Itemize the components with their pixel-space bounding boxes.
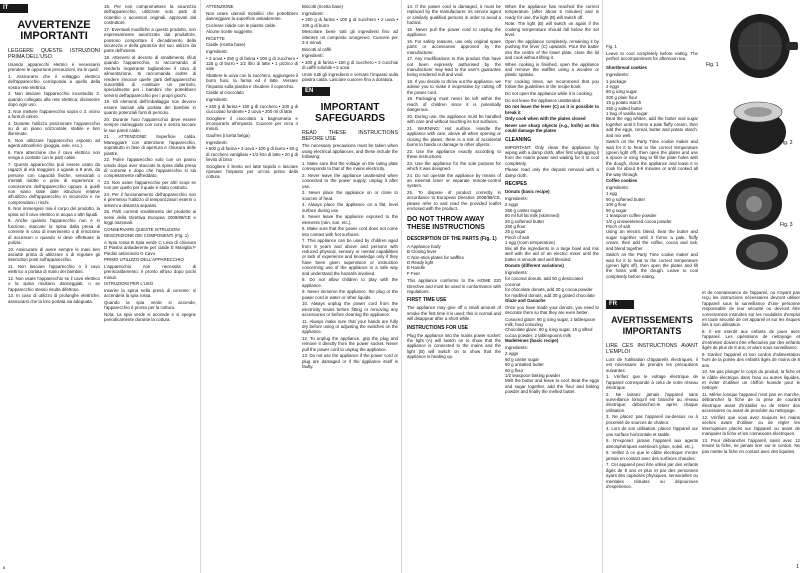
it-col3-list xyxy=(206,4,298,180)
list-item: 12. Vérifiez que vous avez toujours les mains sèches avant d'utiliser ou de régler les interrupteurs placés sur l'appareil ou avant de manipuler la fiche et les connexions électriques. xyxy=(702,414,800,437)
list-item: 24. Per il funzionamento dell'apparecchio non è permesso l'utilizzo di temporizzatori esterni o sistemi a distanza separati. xyxy=(104,191,196,208)
list-item: 6. Veillez à ce que le câble électrique n'entre jamais en contact avec des surfaces chaudes. xyxy=(606,450,698,461)
list-item: 23. Use the appliance for the sole purpose for which it was designed. xyxy=(407,160,501,172)
fig-1-label: Fig. 1 xyxy=(706,62,719,68)
list-item: Chocolate glaze: 90 g icing sugar, 15 g sifted cocoa powder, 2 tablespoons milk xyxy=(505,327,593,338)
description-title: DESCRIPTION OF THE PARTS (Fig. 1) xyxy=(407,235,497,242)
intro-fr: Lors de l'utilisation d'appareils électriques, il est nécessaire de prendre les précautions suivantes: xyxy=(606,356,698,373)
recipe-2-ingredients: Ingredients: xyxy=(505,269,528,275)
lead-it: LEGGERE QUESTE ISTRUZIONI PRIMA DELL'USO. xyxy=(8,48,100,61)
list-item: for chocolate donuts, add 30 g cocoa powder xyxy=(505,287,593,293)
page-english xyxy=(401,0,601,573)
list-item: 6. Fare attenzione che il cavo elettrico non venga a contatto con le parti calde. xyxy=(8,150,100,161)
list-item: 16. For safety reasons, use only original spare parts or accessories approved by the manufacturer. xyxy=(407,38,501,55)
list-item: Unire tutti gli ingredienti e versare l'impasto sulla piastra calda. Lasciare cuocere fino a doratura. xyxy=(302,71,398,83)
recipe-4-title: Madeleines (basic recipe) xyxy=(505,338,559,344)
list-item: Biscotti al caffè xyxy=(302,46,332,52)
list-item: 250 g salted butter xyxy=(606,105,643,111)
list-item: Sciogliere il cioccolato a bagnomaria e incorporarlo all'impasto. Cuocere per circa 4 minuti. xyxy=(206,115,298,132)
list-item: 22. Use the appliance exactly according to these instructions. xyxy=(407,148,501,160)
conformity-text: This appliance conforms to the HOME 220 Directive and must be used in conformance with regulations. xyxy=(407,278,501,294)
list-item: 17. Any modifications to this product that have not been expressly authorised by the manufacturer may lead to the user's guarantee being rendered null and void. xyxy=(407,56,501,78)
list-item: 60 g caster sugar xyxy=(505,356,539,362)
list-item: 6. Make sure that the power cord does not come into contact with hot surfaces. xyxy=(302,226,398,237)
list-item: 1. Make sure that the voltage on the rating plate corresponds to that of the mains electricity. xyxy=(302,160,398,172)
list-item: Inserire la spina nella presa di corrente: si accenderà la spia rossa. xyxy=(104,287,196,299)
list-item: 12. To unplug the appliance, grip the plug and remove it directly from the power socket. Never pull the power cord to unplug the appliance. xyxy=(302,336,398,352)
coffee-text-2: Switch on the Party Time cookie maker and wait for it to heat to the correct temperature (green light off), then open the plates and fill the holes with the dough. Leave to cool completely before eating. xyxy=(606,252,698,279)
list-item: Do not leave the appliance unattended. xyxy=(505,97,582,103)
list-item: Usando apparecchi elettrici è necessario prendere le opportune precauzioni, tra le quali: xyxy=(8,61,100,73)
column-fr-1 xyxy=(606,4,698,280)
list-item: 12. Non usare l'apparecchio se il cavo elettrico o la spina risultano danneggiati, o se l'apparecchio stesso risulta difettoso. xyxy=(8,276,100,292)
recipes-title: RECIPES xyxy=(505,181,527,188)
list-item: for marbled donuts, add 30 g grated chocolate xyxy=(505,292,595,298)
list-item: 7. Questo apparecchio può essere usato da ragazzi di età maggiore o uguale a 8 anni, da persone con capacità fisiche, sensoriali o mentali ridotte o prive di esperienza o conoscenza dell'apparecchio oppure a quelli non siano state date istruzioni relative all'utilizzo dell'apparecchio in sicurezza e ne comprendano i rischi. xyxy=(8,162,100,205)
it-col1-list xyxy=(8,62,100,305)
list-item: et de connaissance de l'appareil, ou n'ayant pas reçu les instructions nécessaires devront utiliser l'appareil sous la surveillance d'une personne responsable de leur sécurité ou devront être correctement instruites sur les modalités d'emploi en toute sécurité de cet appareil et sur les risques liés à son utilisation. xyxy=(702,290,800,328)
page-title-it: AVVERTENZE IMPORTANTI xyxy=(17,19,91,42)
list-item: Pinch of salt xyxy=(505,234,529,240)
first-use-text: The appliance may give off a small amount of smoke the first time it is used; this is normal and will disappear after a short while. xyxy=(407,305,501,322)
list-item: Ingredienti: xyxy=(206,48,228,54)
list-item: ATTENZIONE xyxy=(206,4,234,9)
list-item: for coconut donuts, add 50 g desiccated coconut xyxy=(505,276,583,287)
list-item: 18. Attenersi al decreto di smaltimento rifiuti quando l'apparecchio, si raccomanda di renderlo inoperante tagliandone il cavo di alimentazione. Si raccomanda inoltre di rendere innocue quelle parti dell'apparecchio suscettibili di costituire un pericolo, specialmente per i bambini che potrebbero servirsi dell'apparecchio per i propri giochi. xyxy=(104,55,196,98)
figures-column xyxy=(702,4,800,294)
list-item: 8. Do not allow children to play with the appliance. xyxy=(302,277,398,288)
list-item: 90 g softened butter xyxy=(606,196,646,202)
list-item: 3. Ne placez pas l'appareil au-dessus ou à proximité de sources de chaleur. xyxy=(606,414,698,425)
list-item: Quando la spia verde si accende, l'apparecchio è pronto per la cottura. xyxy=(104,299,196,311)
list-item: PRIMO UTILIZZO DELL'APPARECCHIO xyxy=(104,257,184,263)
list-item: Gaufres (ricetta belga) xyxy=(206,132,250,138)
list-item: 8. Il est interdit aux enfants de jouer avec l'appareil. Les opérations de nettoyage et d'entretien doivent être effectuées par des enfants âgés de plus de 8 ans, et alors sous surveillance. xyxy=(702,329,800,351)
list-item: 11. Always make sure that your hands are fully dry before using or adjusting the switches on the appliance. xyxy=(302,318,398,335)
list-item: 80 ml full fat milk (skimmed) xyxy=(505,213,560,219)
page-italian-english xyxy=(200,0,400,573)
list-item: • 500 g di farina • 3 uova • 100 g di burro • 50 g di zucchero vanigliato • 1/2 litro di latte • 20 g di lievito di birra xyxy=(206,146,298,162)
fig-2-label: Fig. 2 xyxy=(780,140,793,146)
it-col2-list xyxy=(104,4,196,323)
en-items-list xyxy=(302,161,398,370)
list-item: 19. Gli elementi dell'imballaggio non devono essere lasciati alla portata dei bambini in quanto potenziali fonti di pericolo. xyxy=(104,99,196,116)
cleaning-text-2: Please read only the deposit removal with a damp cloth. xyxy=(505,167,599,178)
list-item: Sbattere le uova con lo zucchero, aggiungere il burro fuso, la farina ed il latte. Versare l'impasto sulla piastra e chiudere il coperchio. xyxy=(206,72,298,89)
column-it-2 xyxy=(104,4,196,324)
list-item: 21. ATTENZIONE: Superficie calda. Maneggiare con attenzione l'apparecchio, soprattutto in fase di apertura e chiusura delle piastre. xyxy=(104,134,196,156)
list-item: Ingredienti: xyxy=(302,10,324,16)
list-item: Nota: La spia verde si accende e si spegne periodicamente durante la cottura. xyxy=(104,311,196,323)
list-item: 16. Per non compromettere la sicurezza dell'apparecchio, utilizzare solo parti di ricambio o accessori originali, approvati dal costruttore. xyxy=(104,4,196,26)
list-item: Do not open the appliance while it is cooking. xyxy=(505,91,593,97)
list-item: 11. Non lasciare l'apparecchio o il cavo elettrico a portata di mano dei bambini. xyxy=(8,264,100,275)
list-item: L'apparecchio non necessita di preriscaldamento: è pronto all'uso dopo pochi minuti. xyxy=(104,263,196,280)
list-item: Mescolare bene tutti gli ingredienti fino ad ottenere un composto omogeneo. Cuocere per 3-4 minuti. xyxy=(302,29,398,45)
figure-1-waffle-maker xyxy=(730,14,798,78)
list-item: 24. Do not operate the appliance by means of an external timer or separate remote-control system. xyxy=(407,172,501,189)
lead-fr: LIRE CES INSTRUCTIONS AVANT L'EMPLOI xyxy=(606,343,698,356)
shortbread-title: Shortbread cookies xyxy=(606,65,647,71)
fr-items-list xyxy=(606,374,698,489)
list-item: B Closing lever xyxy=(407,249,437,255)
en-col5-list xyxy=(505,4,599,103)
list-item: 90 g sugar xyxy=(606,207,627,213)
coffee-list xyxy=(606,191,698,229)
list-item: 25. Parti correnti smaltimento del prodotto ai sensi della Direttiva Europea 2008/98/CE e leggi nazionali. xyxy=(104,209,196,226)
list-item: 10. Assicurarsi di avere sempre le mani ben asciutte prima di utilizzare o di regolare gli interruttori posti sull'apparecchio. xyxy=(8,246,100,263)
list-item: C Non-stick plates for waffles xyxy=(407,254,464,260)
recipe-4-text: Melt the butter and leave to cool. Beat the eggs and sugar together, add the flour and baking powder and finally the melted butter. xyxy=(505,378,599,395)
list-item: 13. Do not use the appliance if the power cord or plug are damaged or if the appliance itself is faulty. xyxy=(302,353,398,370)
column-it-4 xyxy=(302,4,398,371)
list-item: Non usare utensili metallici che potrebbero danneggiare la superficie antiaderente. xyxy=(206,10,298,21)
list-item: 2. Non lasciare l'apparecchio incustodito 2. quando collegato alla rete elettrica; disinserire dopo ogni uso. xyxy=(8,91,100,107)
cool-text: Leave to cool completely before eating. The perfect accompaniment for afternoon tea. xyxy=(606,50,698,61)
list-item: 25. To dispose of product correctly in accordance to European Directive 2008/98/CE, please refer to and read the provided leaflet enclosed with the product. xyxy=(407,190,501,212)
list-item: 4. Always place the appliance on a flat, level surface during use. xyxy=(302,202,398,213)
list-item: 9. Gardez l'appareil et son cordon d'alimentation hors de la portée des enfants âgés de moins de 8 ans. xyxy=(702,351,800,368)
list-item: 13. In caso di utilizzo di prolunghe elettriche, assicurarsi che la loro portata sia adeguata. xyxy=(8,293,100,304)
list-item: Cialde (ricetta base) xyxy=(206,42,246,48)
list-item: 1/2 g unsweetened cocoa powder xyxy=(606,218,672,224)
list-item: 250 g caster sugar xyxy=(505,207,542,213)
figure-3-waffle-maker-plates xyxy=(726,178,788,270)
intro-en: The necessary precautions must be taken when using electrical appliances, and these include the following: xyxy=(302,143,398,160)
page-number-left: 8 xyxy=(3,565,6,570)
list-item: 1 teaspoon coffee powder xyxy=(606,213,657,219)
column-fr-2 xyxy=(702,290,800,455)
list-item: 14. If the power cord is damaged, it must be replaced by the manufacturer, its service agent or similarly qualified persons in order to avoid a hazard. xyxy=(407,4,501,26)
note-lever: Do not leave the lever (C) as it is possible to break it xyxy=(505,104,599,115)
list-item: DESCRIZIONE DEI COMPONENTI (Fig. 1) xyxy=(104,233,189,239)
list-item: Coloured glaze: 90 g icing sugar, 1 tablespoon milk, food colouring xyxy=(505,316,596,327)
list-item: 1 egg (room temperature) xyxy=(505,240,556,246)
list-item: When cooking is finished, open the appliance and remove the waffles using a wooden or plastic spatula. xyxy=(505,61,599,78)
list-item: CONSERVARE QUESTE ISTRUZIONI xyxy=(104,226,180,232)
list-item: 7. This appliance can be used by children aged from 8 years and above and persons with reduced physical, sensory or mental capabilities or lack of experience and knowledge only if they have been given supervision or instruction concerning use of the appliance in a safe way and understand the hazards involved. xyxy=(302,238,398,276)
list-item: 3. Non mettere l'apparecchio sopra o 3. vicino a fonti di calore. xyxy=(8,108,100,119)
it-col4-list xyxy=(302,4,398,83)
list-item: 2. Never leave the appliance unattended when connected to the power supply; unplug it after use. xyxy=(302,172,398,189)
figure-2-waffle-maker-open xyxy=(730,102,786,154)
list-item: When the appliance has reached the correct temperature (after about 5 minutes) and is ready for use, the light (B) will switch off. xyxy=(505,4,599,20)
list-item: 18. If you decide to throw out the appliance, we advise you to make it inoperative by cutting off the power cord. xyxy=(407,79,501,95)
list-item: 17. Eventuali modifiche a questo prodotto, non espressamente autorizzate dal produttore, possono comportare il decadimento della sicurezza e della garanzia del suo utilizzo da parte dell'utente. xyxy=(104,26,196,54)
list-item: 20 g softened butter xyxy=(505,218,545,224)
column-it-3 xyxy=(206,4,298,181)
fig-caption-1: Fig. 1 xyxy=(606,44,617,49)
page-number-right: 1 xyxy=(796,564,799,570)
list-item: 13. Pour débrancher l'appareil, saisir avec 12 tenant la fiche, ne jamais tirer sur le cordon. Ne pas mettre la fiche en contact avec des liquides. xyxy=(702,437,800,454)
recipe-1-text: Mix all the ingredients in a large bowl and mix well with the aid of an electric mixer until the batter is smooth and well blended. xyxy=(505,245,599,262)
list-item: 1 bag of vanilla sugar xyxy=(606,111,648,117)
list-item: 250 g flour xyxy=(505,224,526,230)
list-item: 10. Ne pas plonger le corps du produit, la fiche et le câble électrique dans l'eau ou autres liquides, et éviter d'utiliser un chiffon humide pour le nettoyer. xyxy=(702,369,800,391)
list-item: • 250 g di farina • 150 g di zucchero • 100 g di cioccolato fondente • 2 uova • 200 ml di latte xyxy=(206,103,298,114)
recipe-3-list xyxy=(505,317,599,339)
cleaning-title: CLEANING xyxy=(505,136,532,143)
list-item: 22. Pulire l'apparecchio solo con un panno umido dopo aver staccato la spina dalla presa di corrente e dopo che l'apparecchio si sia completamente raffreddato. xyxy=(104,157,196,179)
list-item: 5. N'exposez jamais l'appareil aux agents atmosphériques extérieurs (pluie, soleil, etc.). xyxy=(606,438,698,449)
list-item: A Spia rossa B Spia verde C Leva di chiusura D Piastra antiaderente per cialde E Maniglia F Piedini antiscivolo G Cavo xyxy=(104,239,196,256)
list-item: 2 eggs xyxy=(505,351,519,357)
language-tab-it: IT xyxy=(0,4,28,13)
list-item: • 200 g di farina • 100 g di zucchero • 2 uova • 100 g di burro xyxy=(302,17,398,28)
list-item: 60 g unsalted butter xyxy=(505,362,544,368)
coffee-ingredients: Ingredients: xyxy=(606,184,629,190)
list-item: 1. Assicurarsi che il voltaggio elettrico dell'apparecchio corrisponda a quello della vostra rete elettrica. xyxy=(8,73,100,90)
list-item: 9. Never immerse the appliance, the plug or the power cord in water or other liquids. xyxy=(302,289,398,300)
cleaning-text: IMPORTANT: Only clean the appliance by wiping with a damp cloth, after first unplugging it from the mains power and waiting for it to cool completely. xyxy=(505,144,599,166)
list-item: Sciogliere il lievito nel latte tiepido e lasciare riposare l'impasto per un'ora prima della cottura. xyxy=(206,163,298,180)
list-item: 11. Même lorsque l'appareil n'est pas en marche, débrancher la fiche de la prise de courant électrique avant d'installer ou de retirer des accessoires ou avant de procéder au nettoyage. xyxy=(702,392,800,414)
list-item: Ingredienti: xyxy=(302,53,324,59)
list-item: For cooking times, we recommend that you follow the guidelines in the recipe book. xyxy=(505,79,599,90)
list-item: 5. Never leave the appliance exposed to the elements (rain, sun, etc.). xyxy=(302,214,398,225)
shortbread-list xyxy=(606,79,698,117)
list-item: 1/2 teaspoon baking powder xyxy=(505,372,561,378)
list-item: Cucinare cialde con le piastre calde. xyxy=(206,22,277,28)
recipe-1-title: Donuts (basic recipe) xyxy=(505,189,550,195)
recipe-3-text: Once you have made your donuts, you need to decorate them so that they are even better. xyxy=(505,304,599,315)
list-item: 1 package xyxy=(606,78,627,84)
language-tab-en: EN xyxy=(302,87,330,96)
note-closed-plates: Only cook when with the plates closed xyxy=(505,116,586,122)
list-item: F Feet xyxy=(407,270,420,276)
column-fr-3 xyxy=(606,300,698,491)
shortbread-text: Beat the egg whites, add the butter and sugar together until it forms a pale fluffy cream, then add the eggs, cereal, butter and potato starch, and mix well. xyxy=(606,116,698,138)
list-item: D Ready light xyxy=(407,259,434,265)
list-item: 4. Durante l'utilizzo posizionare l'apparecchio su di un piano orizzontale, stabile e ben illuminato. xyxy=(8,120,100,137)
list-item: 5. Non utilizzare l'apparecchio esposto ad agenti atmosferici (pioggia, sole, ecc.). xyxy=(8,138,100,149)
do-not-throw-heading: DO NOT THROW AWAY THESE INSTRUCTIONS xyxy=(407,215,485,231)
list-item: 1. Vérifiez que le voltage électrique de l'appareil corresponde à celui de votre réseau électrique. xyxy=(606,374,698,390)
recipe-2-list xyxy=(505,276,599,298)
list-item: Cialde al cioccolato xyxy=(206,90,244,96)
list-item: 100 g flour xyxy=(606,202,627,208)
list-item: 2 eggs xyxy=(606,84,620,89)
list-item: 200 g plain flour xyxy=(606,94,638,100)
shortbread-ingredients: Ingredients: xyxy=(606,72,629,77)
list-item: 10. Always unplug the power cord from the electricity mains before fitting or removing any accessories or before cleaning the appliance. xyxy=(302,301,398,318)
list-item: 20. Durante l'uso l'apparecchio deve essere sempre maneggiato con cura e senza toccare le sue pareti calde. xyxy=(104,116,196,133)
column-en-1 xyxy=(407,4,501,361)
lead-en: READ THESE INSTRUCTIONS BEFORE USE xyxy=(302,129,398,142)
instructions-title: INSTRUCTIONS FOR USE xyxy=(407,324,469,331)
list-item: 4. Lors de son utilisation, placez l'appareil sur une surface horizontale et stable. xyxy=(606,426,698,437)
page-title-en: IMPORTANT SAFEGUARDS xyxy=(314,101,385,124)
language-tab-fr: FR xyxy=(606,300,634,309)
list-item: • 300 g di farina • 150 g di zucchero • 2 cucchiai di caffè solubile • 3 uova xyxy=(302,59,398,71)
recipe-1-list xyxy=(505,202,599,245)
page-title-fr: AVERTISSEMENTS IMPORTANTS xyxy=(611,315,693,336)
list-item: 2 eggs xyxy=(505,202,519,208)
list-item: 25 g sugar xyxy=(505,229,526,235)
list-item: 20. During use, the appliance must be handled with care and without touching its hot surfaces. xyxy=(407,113,501,125)
list-item: Biscotti (ricetta base) xyxy=(302,4,343,9)
list-item: 80 g icing sugar xyxy=(606,89,637,95)
list-item: 23. Non usare l'apparecchio per altri scopi se non per quello per il quale è stato costruito. xyxy=(104,179,196,191)
list-item: ISTRUZIONI PER L'USO xyxy=(104,281,154,287)
fr-col8-list xyxy=(702,290,800,454)
list-item: 8. Non immergere mai il corpo del prodotto, la spina ed il cavo elettrico in acqua o altri liquidi. xyxy=(8,206,100,217)
list-item: 2. Ne laissez jamais l'appareil sans surveillance lorsqu'il est branché au réseau électrique; débranchez-le après chaque utilisation. xyxy=(606,391,698,413)
list-item: 19. Packaging must never be left within the reach of children since it is potentially dangerous. xyxy=(407,96,501,113)
waffle-maker-illustrations xyxy=(702,4,800,294)
list-item: A Appliance body xyxy=(407,243,441,249)
column-en-2 xyxy=(505,4,599,396)
shortbread-text-2: Switch on the Party Time cookie maker and wait for it to heat to the correct temperature (green light off), then open the plates and use a spoon or icing bag to fill the plate holes with the dough, close the appliance and leave it to cook for about 8-9 minutes or until cooked all the way through. xyxy=(606,139,698,177)
list-item: Ingredienti: xyxy=(206,96,228,102)
coffee-title: Coffee cookies xyxy=(606,178,638,184)
instructions-text: Plug the appliance into the mains power socket: the light (A) will switch on to show that the appliance is connected to the mains and the light (B) will switch on to show that the appliance is heating up. xyxy=(407,332,501,360)
list-item: Ingredienti: xyxy=(206,139,228,145)
list-item: 9. Anche quando l'apparecchio non è in funzione, staccare la spina dalla presa di corrente in caso di inserimento o di rimozione di accessori o quando si deve effettuare la pulizia. xyxy=(8,218,100,246)
list-item: • 3 uova • 250 g di farina • 100 g di zucchero • 125 g di burro • 1/2 litro di latte • 1 pizzico di sale xyxy=(206,55,298,72)
list-item: 7. Cet appareil peut être utilisé par des enfants âgés de 8 ans et plus et par des personnes ayant des capacités physiques, sensorielles ou mentales réduites ou dépourvues d'expérience. xyxy=(606,462,698,490)
recipe-3-title: Glaze and Ganache xyxy=(505,297,546,303)
list-item: 15 g potato starch xyxy=(606,100,642,106)
note-sharp-objects: Never use sharp objects (e.g., knife) as this could damage the plates xyxy=(505,122,599,134)
list-item: Alcune ricette suggerite. xyxy=(206,29,254,35)
list-item: Pinch of salt xyxy=(606,223,630,229)
list-item: 21. WARNING: Hot surface. Handle the appliance with care, above all when opening or closing the plates; there is a risk of accidental burns to hands or damage to other objects. xyxy=(407,125,501,148)
list-item: Open the appliance completely, remaining it by pushing the lever (C) upwards. Pour the batter into the centre of the lower plate, close the lid and cook without lifting it. xyxy=(505,38,599,61)
recipe-2-title: Donuts (different variations) xyxy=(505,263,564,269)
first-use-title: FIRST TIME USE xyxy=(407,297,447,304)
list-item: 15. Never pull the power cord to unplug the appliance. xyxy=(407,26,501,38)
recipe-4-ingredients: Ingredients: xyxy=(505,344,528,350)
list-item: 3. Never place the appliance on or close to sources of heat. xyxy=(302,190,398,201)
column-it-1 xyxy=(8,14,100,305)
page-italian-1 xyxy=(0,0,200,573)
list-item: RICETTE xyxy=(206,35,225,41)
fig-3-label: Fig. 3 xyxy=(780,222,793,228)
en-col4-list xyxy=(407,4,501,212)
recipe-1-ingredients: Ingredients: xyxy=(505,195,528,201)
list-item: Note: The light (B) will switch on again if the cooking temperature should fall below the set level. xyxy=(505,21,599,38)
list-item: 60 g flour xyxy=(505,367,524,373)
description-list xyxy=(407,244,501,276)
recipe-4-list xyxy=(505,351,599,378)
list-item: 1 egg xyxy=(606,191,617,197)
coffee-text: Using an electric blend, beat the butter and sugar together until it forms a pale, fluffy cream, then add the coffee, cocoa and salt, and blend together. xyxy=(606,229,698,251)
page-french xyxy=(602,0,802,573)
list-item: E Handle xyxy=(407,265,426,271)
